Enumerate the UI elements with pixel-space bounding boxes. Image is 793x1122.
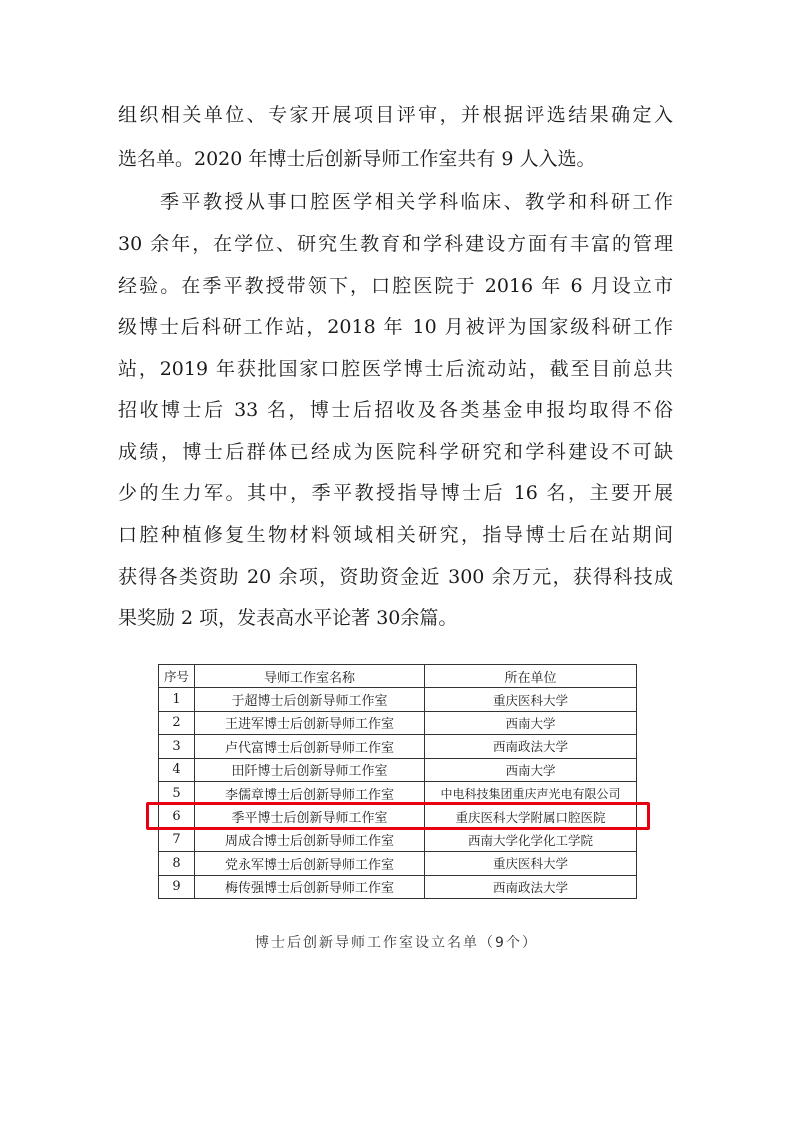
cell-affiliation: 西南政法大学 [425,875,637,898]
cell-serial-number: 7 [159,828,195,851]
table-row [159,688,637,711]
body-text-line: 经验。在季平教授带领下，口腔医院于 2016 年 6 月设立市 [118,275,673,297]
body-text-line: 站，2019 年获批国家口腔医学博士后流动站，截至目前总共 [118,358,673,380]
cell-serial-number: 3 [159,735,195,758]
header-studio-name: 导师工作室名称 [195,665,425,688]
body-text-line: 季平教授从事口腔医学相关学科临床、教学和科研工作 [160,191,673,213]
cell-studio-name: 王进军博士后创新导师工作室 [195,711,425,734]
cell-affiliation: 西南政法大学 [425,735,637,758]
table-row [159,852,637,875]
body-text-line: 成绩，博士后群体已经成为医院科学研究和学科建设不可缺 [118,441,673,463]
cell-studio-name: 季平博士后创新导师工作室 [195,805,425,828]
cell-affiliation: 重庆医科大学 [425,688,637,711]
highlight-box [146,802,650,830]
cell-studio-name: 田阡博士后创新导师工作室 [195,758,425,781]
table-row [159,758,637,781]
cell-affiliation: 西南大学 [425,711,637,734]
cell-serial-number: 9 [159,875,195,898]
body-text-line: 少的生力军。其中，季平教授指导博士后 16 名，主要开展 [118,482,673,504]
cell-studio-name: 于超博士后创新导师工作室 [195,688,425,711]
cell-affiliation: 重庆医科大学 [425,852,637,875]
table-row [159,828,637,851]
cell-serial-number: 5 [159,781,195,804]
body-text-line: 组织相关单位、专家开展项目评审，并根据评选结果确定入 [118,104,673,126]
table-row [159,711,637,734]
table-row [159,735,637,758]
header-affiliation: 所在单位 [425,665,637,688]
cell-affiliation: 重庆医科大学附属口腔医院 [425,805,637,828]
body-text-line: 获得各类资助 20 余项，资助资金近 300 余万元，获得科技成 [118,566,673,588]
body-text-line: 30 余年，在学位、研究生教育和学科建设方面有丰富的管理 [118,233,673,255]
cell-affiliation: 中电科技集团重庆声光电有限公司 [425,781,637,804]
body-text-line: 口腔种植修复生物材料领域相关研究，指导博士后在站期间 [118,524,673,546]
header-serial-number: 序号 [159,665,195,688]
table-caption: 博士后创新导师工作室设立名单（9个） [255,935,538,951]
body-text-line: 选名单。2020 年博士后创新导师工作室共有 9 人入选。 [118,148,596,170]
cell-studio-name: 李儒章博士后创新导师工作室 [195,781,425,804]
cell-studio-name: 周成合博士后创新导师工作室 [195,828,425,851]
cell-serial-number: 6 [159,805,195,828]
cell-studio-name: 党永军博士后创新导师工作室 [195,852,425,875]
cell-affiliation: 西南大学 [425,758,637,781]
cell-serial-number: 4 [159,758,195,781]
table-row [159,875,637,898]
body-text-line: 果奖励 2 项，发表高水平论著 30余篇。 [118,607,458,629]
body-text-line: 招收博士后 33 名，博士后招收及各类基金申报均取得不俗 [118,399,673,421]
mentor-studio-table [158,664,637,899]
cell-serial-number: 1 [159,688,195,711]
body-text-line: 级博士后科研工作站，2018 年 10 月被评为国家级科研工作 [118,316,673,338]
cell-serial-number: 8 [159,852,195,875]
cell-studio-name: 卢代富博士后创新导师工作室 [195,735,425,758]
table-header-row [159,665,637,688]
cell-affiliation: 西南大学化学化工学院 [425,828,637,851]
cell-studio-name: 梅传强博士后创新导师工作室 [195,875,425,898]
cell-serial-number: 2 [159,711,195,734]
